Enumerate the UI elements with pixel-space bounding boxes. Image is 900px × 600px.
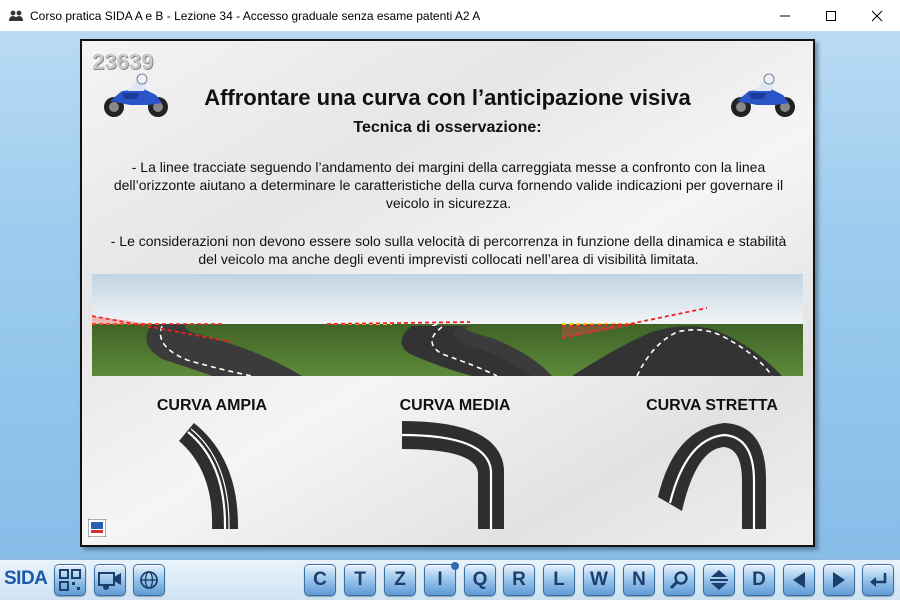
up-down-button[interactable] [703, 564, 735, 596]
slide-subtitle: Tecnica di osservazione: [353, 119, 542, 136]
window-title: Corso pratica SIDA A e B - Lezione 34 - Accesso graduale senza esame patenti A2 A [30, 8, 481, 23]
title-bar [0, 0, 900, 31]
curve-label-stretta: CURVA STRETTA [646, 397, 778, 414]
sida-brand: SIDA [4, 568, 48, 589]
bottom-toolbar [0, 559, 900, 600]
letter-button-i[interactable]: I [424, 564, 456, 596]
qr-icon [59, 569, 81, 591]
letter-button-q[interactable]: Q [464, 564, 496, 596]
letter-button-w[interactable]: W [583, 564, 615, 596]
slide-title: Affrontare una curva con l’anticipazione visiva [204, 85, 691, 110]
next-button[interactable] [823, 564, 855, 596]
next-icon [831, 571, 847, 589]
prev-icon [791, 571, 807, 589]
curve-label-media: CURVA MEDIA [399, 397, 511, 414]
curve-stretta-shape [654, 419, 774, 533]
curve-ampia-shape [174, 419, 254, 533]
sida-logo-icon [88, 519, 106, 537]
minimize-button[interactable] [762, 0, 808, 31]
qr-button[interactable] [54, 564, 86, 596]
lesson-slide [80, 39, 815, 547]
curve-label-ampia: CURVA AMPIA [156, 397, 268, 414]
close-button[interactable] [854, 0, 900, 31]
globe-icon [139, 570, 159, 590]
letter-button-r[interactable]: R [503, 564, 535, 596]
enter-button[interactable] [862, 564, 894, 596]
letter-button-d[interactable]: D [743, 564, 775, 596]
paragraph-2: - Le considerazioni non devono essere solo sulla velocità di percorrenza in funzione della dinamica e stabilità del veicolo ma anche degli eventi imprevisti collocati nell’area di visibilità limitata. [110, 233, 787, 267]
prev-button[interactable] [783, 564, 815, 596]
letter-button-n[interactable]: N [623, 564, 655, 596]
up-down-icon [708, 568, 730, 592]
paragraph-1: - La linee tracciate seguendo l’andamento dei margini della carreggiata messe a confronto con la linea dell’orizzonte aiutano a determinare le caratteristiche della curva fornendo valide indicazioni per governare il veicolo in sicurezza. [113, 159, 784, 211]
users-icon [9, 10, 23, 22]
web-button[interactable] [133, 564, 165, 596]
road-curves-illustration [92, 274, 803, 376]
letter-button-t[interactable]: T [344, 564, 376, 596]
search-icon [669, 570, 689, 590]
window-controls [762, 0, 900, 31]
workspace [0, 31, 900, 559]
video-button[interactable] [94, 564, 126, 596]
curve-media-shape [400, 419, 510, 533]
slide-code: 23639 [92, 49, 154, 74]
letter-button-z[interactable]: Z [384, 564, 416, 596]
letter-button-c[interactable]: C [304, 564, 336, 596]
minimize-icon [779, 10, 791, 22]
maximize-button[interactable] [808, 0, 854, 31]
maximize-icon [825, 10, 837, 22]
letter-button-l[interactable]: L [543, 564, 575, 596]
video-icon [98, 569, 122, 591]
close-icon [871, 10, 883, 22]
search-button[interactable] [663, 564, 695, 596]
enter-icon [868, 571, 888, 589]
indicator-dot [451, 562, 459, 570]
